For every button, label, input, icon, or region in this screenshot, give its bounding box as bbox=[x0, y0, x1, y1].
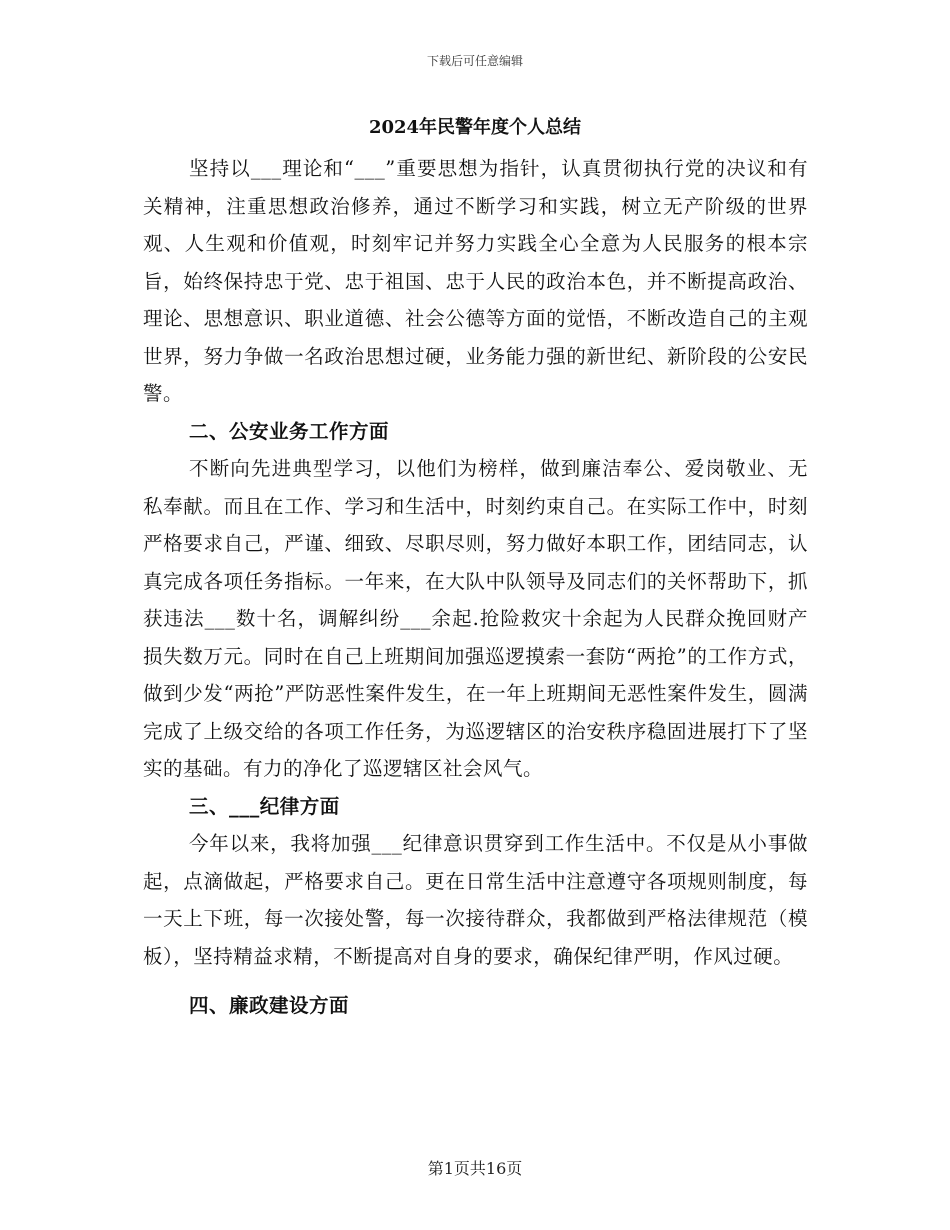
section-heading-discipline: 三、___纪律方面 bbox=[189, 794, 340, 818]
section-heading-integrity: 四、廉政建设方面 bbox=[189, 994, 350, 1017]
page-header: 下载后可任意编辑 bbox=[426, 54, 523, 68]
paragraph-police-work: 不断向先进典型学习，以他们为榜样，做到廉洁奉公、爱岗敬业、无私奉献。而且在工作、学习和生活中，时刻约束自己。在实际工作中，时刻严格要求自己，严谨、细致、尽职尽则，努力做好本职工作，团结同志，认真完成各项任务指标。一年来，在大队中队领导及同志们的关怀帮助下，抓获违法___数十名，调解纠纷___余起.抢险救灾十余起为人民群众挽回财产损失数万元。同时在自己上班期间加强巡逻摸索一套防“两抢”的工作方式，做到少发“两抢”严防恶性案件发生，在一年上班期间无恶性案件发生，圆满完成了上级交给的各项工作任务，为巡逻辖区的治安秩序稳固进展打下了坚实的基础。有力的净化了巡逻辖区社会风气。 bbox=[143, 457, 808, 780]
document-body bbox=[143, 150, 808, 1025]
page-number: 第1页共16页 bbox=[427, 1159, 523, 1178]
paragraph-discipline: 今年以来，我将加强___纪律意识贯穿到工作生活中。不仅是从小事做起，点滴做起，严格要求自己。更在日常生活中注意遵守各项规则制度，每一天上下班，每一次接处警，每一次接待群众，我都做到严格法律规范（模板），坚持精益求精，不断提高对自身的要求，确保纪律严明，作风过硬。 bbox=[143, 832, 808, 968]
section-heading-police-work: 二、公安业务工作方面 bbox=[189, 419, 390, 443]
paragraph-political-thought: 坚持以___理论和“___”重要思想为指针，认真贯彻执行党的决议和有关精神，注重思想政治修养，通过不断学习和实践，树立无产阶级的世界观、人生观和价值观，时刻牢记并努力实践全心全意为人民服务的根本宗旨，始终保持忠于党、忠于祖国、忠于人民的政治本色，并不断提高政治、理论、思想意识、职业道德、社会公德等方面的觉悟，不断改造自己的主观世界，努力争做一名政治思想过硬，业务能力强的新世纪、新阶段的公安民警。 bbox=[143, 157, 808, 405]
document-title: 2024年民警年度个人总结 bbox=[368, 117, 582, 138]
